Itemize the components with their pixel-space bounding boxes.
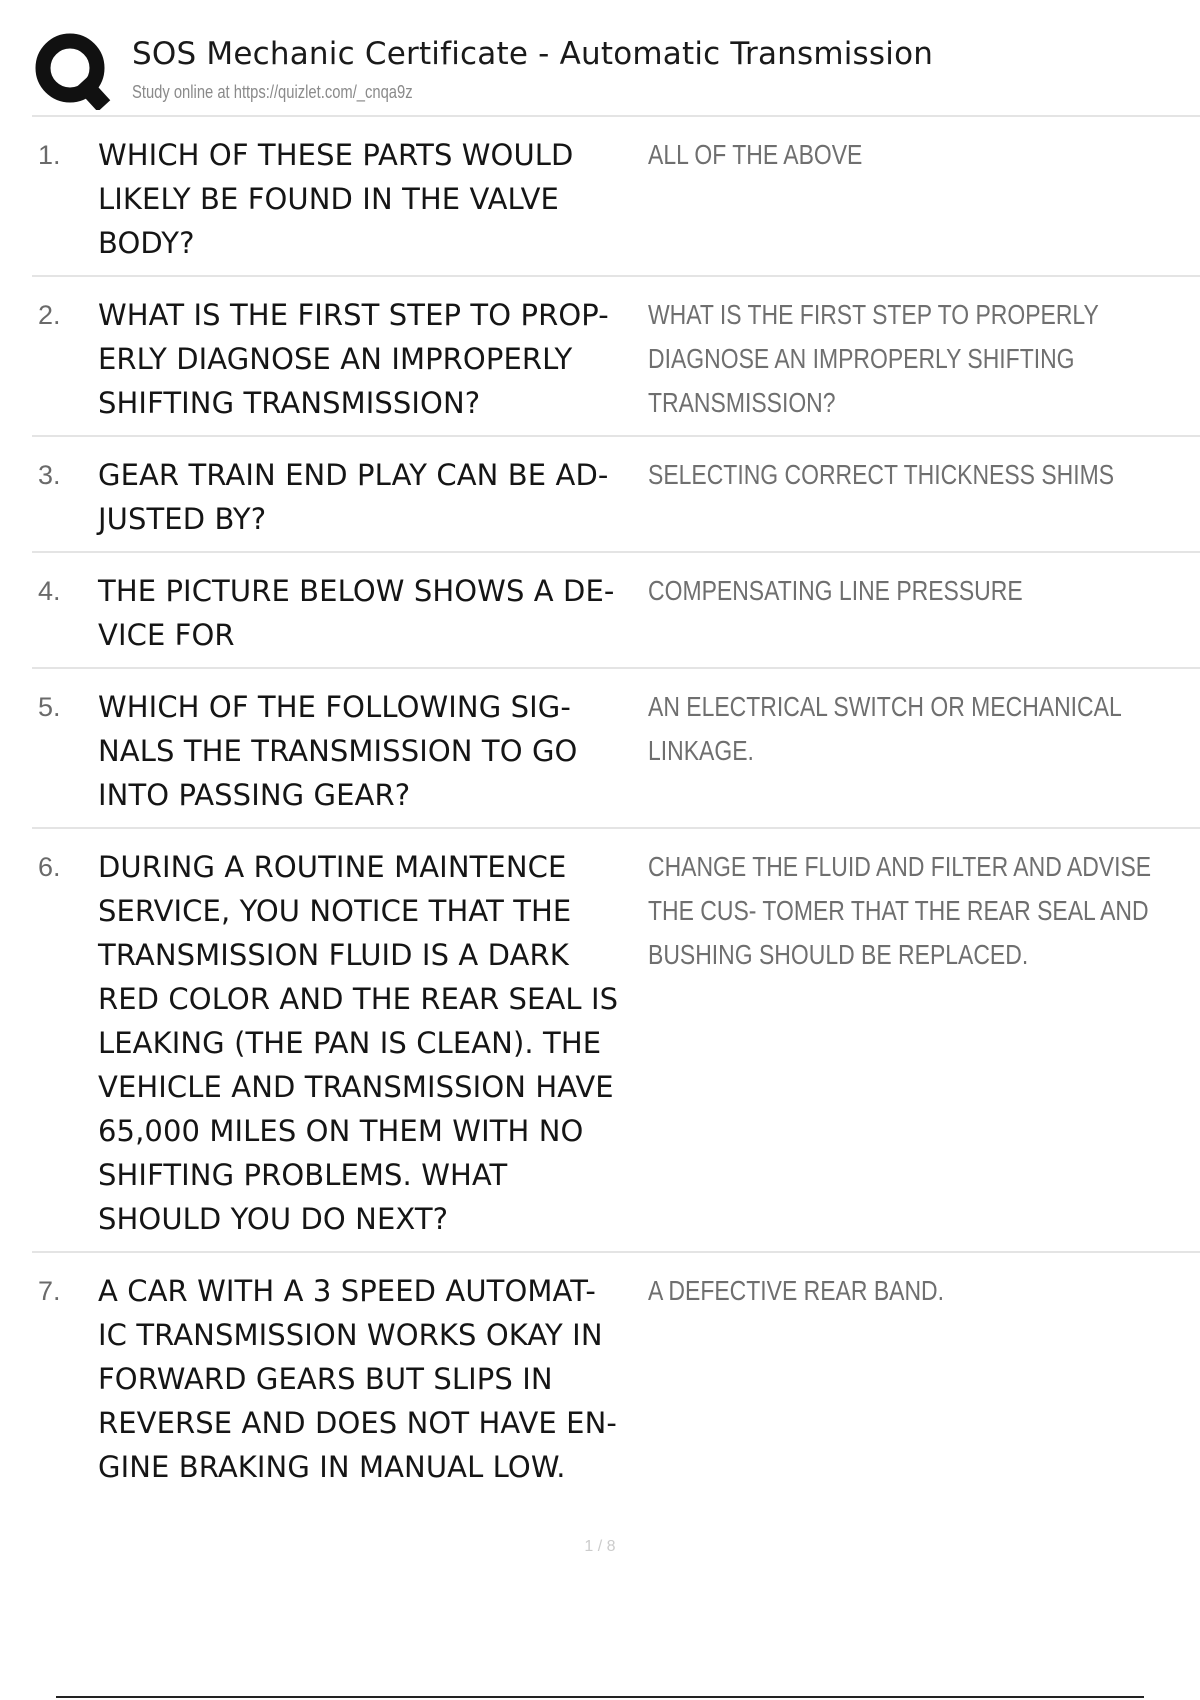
card-number: 5. (38, 692, 61, 722)
card-definition-cell (624, 685, 1200, 817)
card-definition-cell (624, 293, 1200, 425)
card-number: 4. (38, 576, 61, 606)
card-definition: AN ELECTRICAL SWITCH OR MECHANICAL LINKAGE. (648, 691, 1121, 766)
card-definition-cell (624, 1269, 1200, 1489)
page-number: 1 / 8 (584, 1538, 616, 1555)
card-term: DURING A ROUTINE MAINTENCE SERVICE, YOU NOTICE THAT THE TRANSMISSION FLUID IS A DARK RED COLOR AND THE REAR SEAL IS LEAKING (THE PAN IS CLEAN). THE VEHICLE AND TRANSMISSION HAVE 65,000 MILES ON THEM WITH NO SHIFTING PROBLEMS. WHAT SHOULD YOU DO NEXT? (98, 850, 619, 1236)
card-number: 7. (38, 1276, 61, 1306)
card-term: WHICH OF THE FOLLOWING SIG- NALS THE TRANSMISSION TO GO INTO PASSING GEAR? (98, 690, 578, 812)
flashcard-row (32, 437, 1200, 553)
card-definition-cell (624, 133, 1200, 265)
footer-divider (56, 1696, 1144, 1698)
card-term: WHAT IS THE FIRST STEP TO PROP- ERLY DIAGNOSE AN IMPROPERLY SHIFTING TRANSMISSION? (98, 298, 609, 420)
flashcard-row (32, 829, 1200, 1253)
card-number: 2. (38, 300, 61, 330)
card-number: 6. (38, 852, 61, 882)
study-online-link[interactable]: Study online at https://quizlet.com/_cnqa9z (132, 82, 413, 102)
flashcard-row (32, 277, 1200, 437)
card-term: THE PICTURE BELOW SHOWS A DE- VICE FOR (98, 574, 615, 652)
card-definition-cell (624, 569, 1200, 657)
card-number: 1. (38, 140, 61, 170)
card-definition: SELECTING CORRECT THICKNESS SHIMS (648, 459, 1115, 490)
card-term: WHICH OF THESE PARTS WOULD LIKELY BE FOUND IN THE VALVE BODY? (98, 138, 574, 260)
flashcard-list (32, 117, 1200, 1499)
document-title: SOS Mechanic Certificate - Automatic Transmission (132, 36, 934, 72)
quizlet-logo-icon (32, 30, 112, 110)
flashcard-row (32, 1253, 1200, 1499)
document-header (32, 30, 1200, 116)
card-definition-cell (624, 453, 1200, 541)
flashcard-row (32, 553, 1200, 669)
card-definition-cell (624, 845, 1200, 1241)
card-definition: A DEFECTIVE REAR BAND. (648, 1275, 944, 1306)
card-definition: CHANGE THE FLUID AND FILTER AND ADVISE THE CUS- TOMER THAT THE REAR SEAL AND BUSHING SHOULD BE REPLACED. (648, 851, 1152, 970)
card-definition: ALL OF THE ABOVE (648, 139, 863, 170)
flashcard-row (32, 117, 1200, 277)
card-term: A CAR WITH A 3 SPEED AUTOMAT- IC TRANSMISSION WORKS OKAY IN FORWARD GEARS BUT SLIPS IN REVERSE AND DOES NOT HAVE EN- GINE BRAKING IN MANUAL LOW. (98, 1274, 617, 1484)
flashcard-row (32, 669, 1200, 829)
card-definition: WHAT IS THE FIRST STEP TO PROPERLY DIAGNOSE AN IMPROPERLY SHIFTING TRANSMISSION? (648, 299, 1099, 418)
card-definition: COMPENSATING LINE PRESSURE (648, 575, 1023, 606)
card-number: 3. (38, 460, 61, 490)
card-term: GEAR TRAIN END PLAY CAN BE AD- JUSTED BY? (98, 458, 609, 536)
